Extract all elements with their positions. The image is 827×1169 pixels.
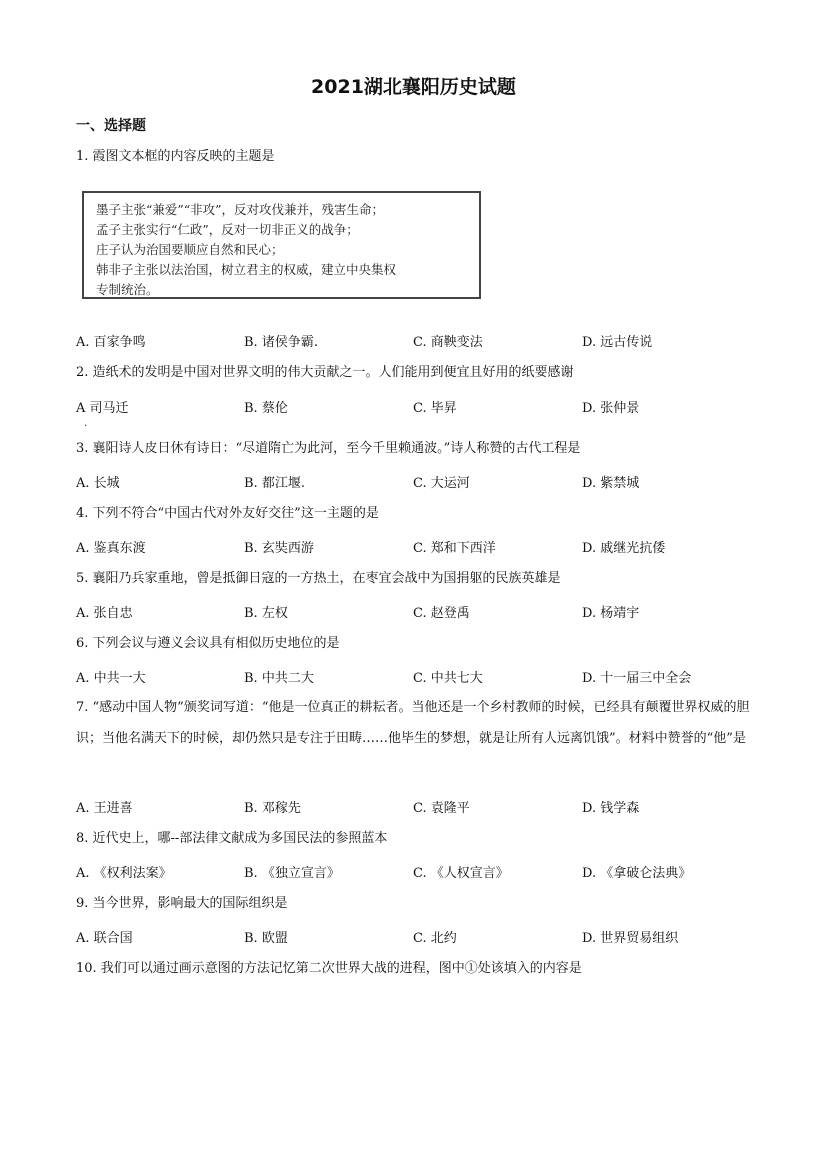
- stray-mark: .: [84, 418, 88, 429]
- option-d[interactable]: D. 十一届三中全会: [582, 671, 692, 686]
- option-c[interactable]: C. 赵登禹: [413, 606, 470, 621]
- option-d[interactable]: D. 远古传说: [582, 335, 653, 350]
- option-a[interactable]: A. 长城: [76, 476, 120, 491]
- option-b[interactable]: B. 《独立宣言》: [244, 866, 340, 881]
- question-1-stem: 1. 霞图文本框的内容反映的主题是: [76, 149, 275, 164]
- option-a[interactable]: A. 张自忠: [76, 606, 133, 621]
- source-text-line: 墨子主张“兼爱”“非攻”，反对攻伐兼并，残害生命；: [96, 202, 385, 217]
- option-d[interactable]: D. 紫禁城: [582, 476, 640, 491]
- option-a[interactable]: A. 百家争鸣: [76, 335, 146, 350]
- question-7-stem: 7. “感动中国人物”颁奖词写道：“他是一位真正的耕耘者。当他还是一个乡村教师的时候，已经具有颠覆世界权威的胆识；当他名满天下的时候，却仍然只是专注于田畴……他毕生的梦想，就是让所有人远离饥饿”。材料中赞誉的“他”是: [76, 700, 750, 746]
- question-7-options: [76, 797, 776, 817]
- question-4-options: [76, 537, 776, 557]
- option-c[interactable]: C. 毕昇: [413, 401, 457, 416]
- option-c[interactable]: C. 大运河: [413, 476, 470, 491]
- option-d[interactable]: D. 钱学森: [582, 801, 640, 816]
- option-c[interactable]: C. 北约: [413, 931, 457, 946]
- question-1-options: [76, 331, 776, 351]
- option-b[interactable]: B. 左权: [244, 606, 288, 621]
- option-a[interactable]: A. 《权利法案》: [76, 866, 172, 881]
- question-8-stem: 8. 近代史上，哪--部法律文献成为多国民法的参照蓝本: [76, 831, 388, 846]
- question-5-stem: 5. 襄阳乃兵家重地，曾是抵御日寇的一方热土，在枣宜会战中为国捐躯的民族英雄是: [76, 571, 561, 586]
- question-3-stem: 3. 襄阳诗人皮日休有诗日：“尽道隋亡为此河，至今千里赖通波。”诗人称赞的古代工程是: [76, 441, 581, 456]
- option-a[interactable]: A. 中共一大: [76, 671, 146, 686]
- source-text-line: 孟子主张实行“仁政”，反对一切非正义的战争；: [96, 222, 359, 237]
- option-b[interactable]: B. 欧盟: [244, 931, 288, 946]
- option-c[interactable]: C. 中共七大: [413, 671, 483, 686]
- question-3-options: [76, 472, 776, 492]
- source-text-box: [82, 191, 481, 299]
- question-10-stem: 10. 我们可以通过画示意图的方法记忆第二次世界大战的进程，图中①处该填入的内容是: [76, 961, 582, 976]
- question-9-stem: 9. 当今世界，影响最大的国际组织是: [76, 896, 288, 911]
- source-text-line: 韩非子主张以法治国，树立君主的权威，建立中央集权: [96, 262, 397, 277]
- option-b[interactable]: B. 诸侯争霸.: [244, 335, 318, 350]
- page-title: 2021湖北襄阳历史试题: [311, 76, 516, 98]
- option-d[interactable]: D. 杨靖宇: [582, 606, 640, 621]
- option-b[interactable]: B. 邓稼先: [244, 801, 301, 816]
- option-d[interactable]: D. 《拿破仑法典》: [582, 866, 692, 881]
- question-9-options: [76, 927, 776, 947]
- option-a[interactable]: A. 王进喜: [76, 801, 133, 816]
- question-2-options: [76, 397, 776, 417]
- option-c[interactable]: C. 郑和下西洋: [413, 541, 496, 556]
- section-heading: 一、选择题: [76, 118, 146, 134]
- option-c[interactable]: C. 《人权宣言》: [413, 866, 509, 881]
- question-6-stem: 6. 下列会议与遵义会议具有相似历史地位的是: [76, 636, 340, 651]
- option-b[interactable]: B. 中共二大: [244, 671, 314, 686]
- source-text-line: 庄子认为治国要顺应自然和民心；: [96, 242, 284, 257]
- question-8-options: [76, 862, 776, 882]
- option-c[interactable]: C. 袁隆平: [413, 801, 470, 816]
- source-text-line: 专制统治。: [96, 282, 159, 297]
- question-2-stem: 2. 造纸术的发明是中国对世界文明的伟大贡献之一。人们能用到便宜且好用的纸要感谢: [76, 365, 574, 380]
- option-d[interactable]: D. 张仲景: [582, 401, 640, 416]
- question-4-stem: 4. 下列不符合“中国古代对外友好交往”这一主题的是: [76, 506, 379, 521]
- option-d[interactable]: D. 世界贸易组织: [582, 931, 679, 946]
- option-a[interactable]: A. 联合国: [76, 931, 133, 946]
- question-5-options: [76, 602, 776, 622]
- option-a[interactable]: A 司马迁: [76, 401, 129, 416]
- option-d[interactable]: D. 戚继光抗倭: [582, 541, 666, 556]
- question-6-options: [76, 667, 776, 687]
- option-b[interactable]: B. 都江堰.: [244, 476, 305, 491]
- option-c[interactable]: C. 商鞅变法: [413, 335, 483, 350]
- option-a[interactable]: A. 鉴真东渡: [76, 541, 146, 556]
- option-b[interactable]: B. 蔡伦: [244, 401, 288, 416]
- option-b[interactable]: B. 玄奘西游: [244, 541, 314, 556]
